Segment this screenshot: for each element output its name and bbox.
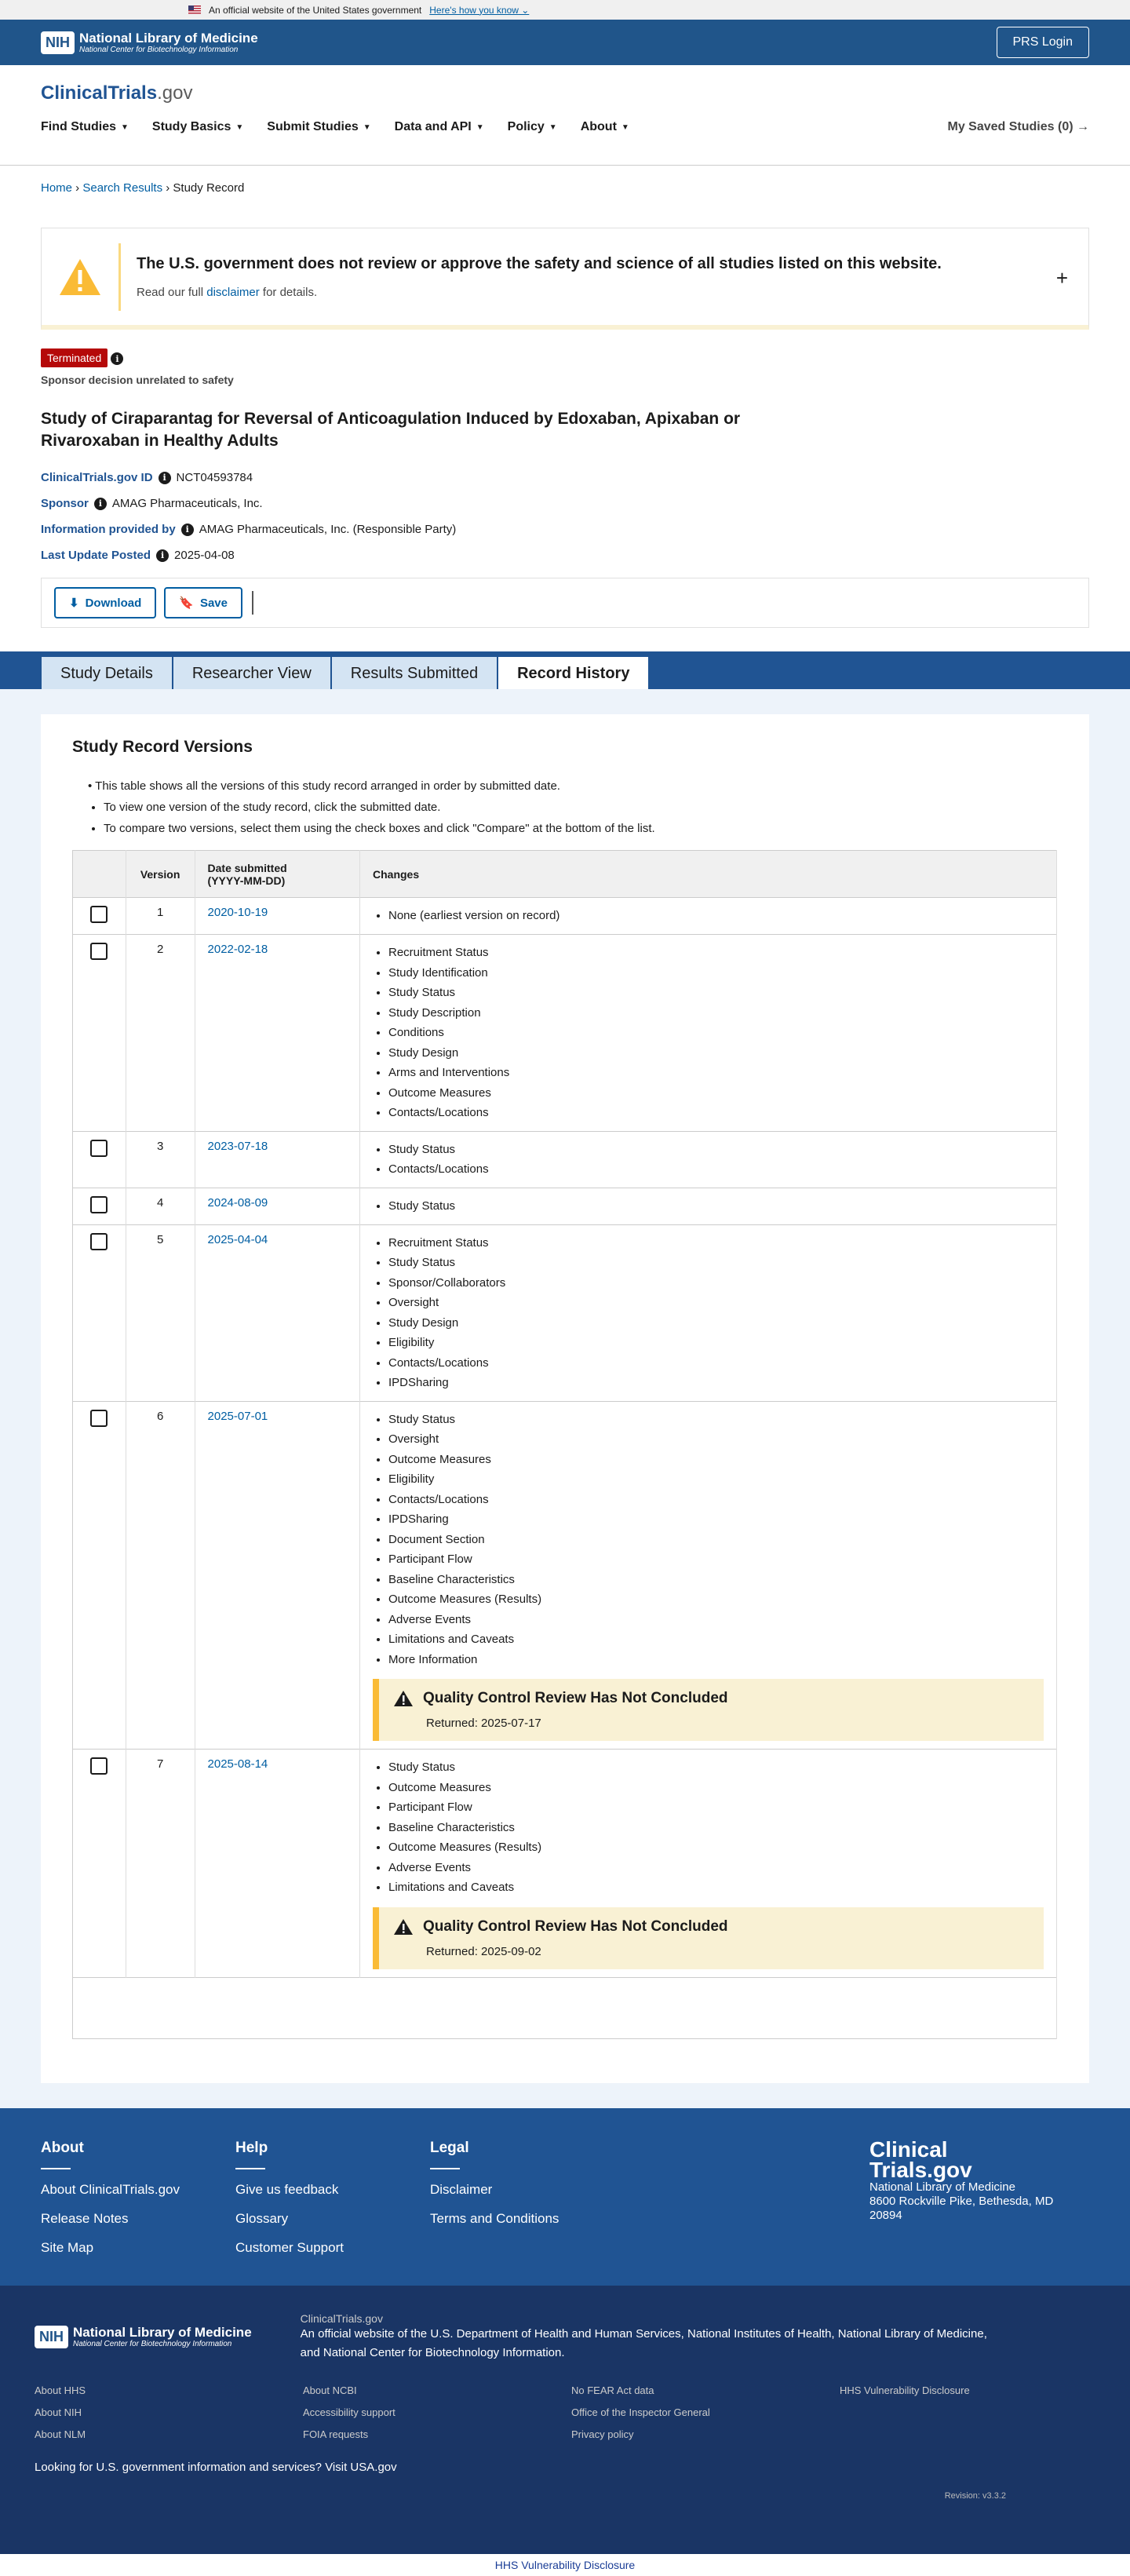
qc-notice: Quality Control Review Has Not Concluded Returned: 2025-07-17 [373, 1679, 1044, 1741]
nav-data-api[interactable]: Data and API ▼ [394, 120, 484, 133]
usa-gov-link[interactable]: Visit USA.gov [325, 2460, 397, 2474]
study-title: Study of Ciraparantag for Reversal of Anticoagulation Induced by Edoxaban, Apixaban or Rivaroxaban in Healthy Adults [41, 410, 741, 450]
tab-results-submitted[interactable]: Results Submitted [331, 656, 498, 689]
last-update-value: 2025-04-08 [174, 549, 235, 562]
nlm-footer-link[interactable]: FOIA requests [303, 2428, 369, 2440]
version-date-link[interactable]: 2024-08-09 [207, 1195, 268, 1210]
main-nav [41, 120, 1089, 134]
compare-checkbox[interactable] [90, 1757, 108, 1775]
ncbi-name: National Center for Biotechnology Information [79, 45, 239, 54]
change-item: • Sponsor/Collaborators [388, 1273, 1044, 1293]
change-item: • Outcome Measures [388, 1083, 1044, 1104]
table-row [73, 1131, 1057, 1188]
status-reason: Sponsor decision unrelated to safety [41, 374, 234, 386]
change-item: • Outcome Measures (Results) [388, 1589, 1044, 1610]
tab-record-history[interactable]: Record History [498, 656, 649, 689]
warning-icon [42, 257, 118, 297]
nlm-footer-link[interactable]: Office of the Inspector General [571, 2406, 710, 2418]
footer-help-heading: Help [235, 2139, 268, 2156]
versions-table [72, 850, 1057, 2039]
us-flag-icon [188, 5, 201, 14]
change-item: • Baseline Characteristics [388, 1570, 1044, 1590]
footer-link[interactable]: About ClinicalTrials.gov [41, 2181, 180, 2197]
footer-link[interactable]: Site Map [41, 2239, 94, 2255]
table-row [73, 1750, 1057, 1978]
nlm-footer-link[interactable] [840, 2428, 1108, 2440]
status-badge: Terminated [41, 348, 108, 367]
compare-checkbox[interactable] [90, 1233, 108, 1250]
versions-intro: This table shows all the versions of this study record arranged in order by submitted date. [95, 779, 560, 793]
nlm-footer-link[interactable]: About HHS [35, 2384, 86, 2396]
info-icon[interactable]: i [111, 352, 123, 365]
version-number: 4 [126, 1188, 195, 1224]
info-icon[interactable]: i [156, 549, 169, 562]
change-item: • Recruitment Status [388, 943, 1044, 963]
footer-link[interactable]: Disclaimer [430, 2181, 493, 2197]
last-update-label: Last Update Posted [41, 549, 151, 562]
change-item: • Arms and Interventions [388, 1063, 1044, 1083]
change-item: • Eligibility [388, 1469, 1044, 1490]
change-item: • Document Section [388, 1530, 1044, 1550]
footer-link[interactable]: Give us feedback [235, 2181, 339, 2197]
chevron-down-icon: ▼ [476, 122, 484, 132]
change-item: • Participant Flow [388, 1797, 1044, 1818]
compare-checkbox[interactable] [90, 1196, 108, 1213]
ncbi-link[interactable]: National Center for Biotechnology Information [323, 2345, 562, 2359]
sponsor-label: Sponsor [41, 497, 89, 510]
nlm-link[interactable]: National Library of Medicine [837, 2326, 984, 2341]
version-date-link[interactable]: 2025-08-14 [207, 1757, 268, 1771]
study-meta [41, 471, 1089, 562]
nlm-footer-link[interactable]: Privacy policy [571, 2428, 634, 2440]
table-row [73, 1188, 1057, 1224]
info-provided-label: Information provided by [41, 523, 176, 536]
col-changes: Changes [360, 851, 1057, 898]
change-item: • Study Status [388, 983, 1044, 1003]
change-item: • Outcome Measures (Results) [388, 1837, 1044, 1858]
change-item: • Contacts/Locations [388, 1490, 1044, 1510]
qc-notice: Quality Control Review Has Not Concluded Returned: 2025-09-02 [373, 1907, 1044, 1969]
save-button[interactable]: 🔖 Save [164, 587, 242, 618]
footer-link[interactable]: Glossary [235, 2210, 289, 2226]
nav-policy[interactable]: Policy ▼ [507, 120, 557, 133]
change-item: • More Information [388, 1650, 1044, 1670]
nlm-name: National Library of Medicine [79, 30, 258, 46]
table-row [73, 898, 1057, 935]
footer-logo: Clinical Trials.gov [869, 2136, 972, 2182]
breadcrumb-current: Study Record [173, 181, 245, 195]
nav-submit-studies[interactable]: Submit Studies ▼ [267, 120, 371, 133]
change-item: • Study Design [388, 1313, 1044, 1334]
version-number: 5 [126, 1224, 195, 1401]
table-row [73, 1401, 1057, 1750]
change-item: • Study Status [388, 1140, 1044, 1160]
change-item: • Contacts/Locations [388, 1103, 1044, 1123]
versions-card: Study Record Versions • This table shows all the versions of this study record arranged in order by submitted date. • To view one version of the study record, click the submitted date. • To compare two versions, select them using the check boxes and click "Compare" at the bottom of the list. Version Date submitted (YYYY-MM-DD) Changes 1 2020-10-19 • None (earliest version on record) 2 2022-02-18 • Recruitment Status • Study Identification • Study Status • Study Description • Conditions • Study Design • Arms and Interventions • Outcome Measures • Contacts/Locations 3 2023-07-18 • Study Status • Contacts/Locations 4 2024-08-09 • Study Status 5 2025-04-04 • Recruitment Status • Study Status • Sponsor/Collaborators • Oversight • Study Design • Eligibility • Contacts/Locations • IPDSharing 6 2025-07-01 • Study Status • Oversight • Outcome Measures • Eligibility • Contacts/Locations • IPDSharing • Document Section • Participant Flow • Baseline Characteristics • Outcome Measures (Results) • Adverse Events • Limitations and Caveats • More Information Quality Control Review Has Not Concluded Returned: 2025-07-17 7 2025-08-14 • Study Status • Outcome Measures • Participant Flow • Baseline Characteristics • Outcome Measures (Results) • Adverse Events • Limitations and Caveats Quality Control Review Has Not Concluded Returned: 2025-09-02 [41, 714, 1089, 2083]
compare-checkbox[interactable] [90, 943, 108, 960]
heres-how-link[interactable]: Here's how you know ⌄ [429, 4, 530, 16]
compare-checkbox[interactable] [90, 906, 108, 923]
gov-banner [0, 0, 1130, 20]
download-button[interactable]: ⬇ Download [54, 587, 156, 618]
tab-researcher-view[interactable]: Researcher View [173, 656, 331, 689]
compare-checkbox[interactable] [90, 1140, 108, 1157]
chevron-down-icon: ▼ [549, 122, 557, 132]
change-item: • Study Status [388, 1410, 1044, 1430]
version-date-link[interactable]: 2022-02-18 [207, 943, 268, 956]
nlm-footer-logo[interactable]: NIH National Library of Medicine National Center for Biotechnology Information [35, 2312, 252, 2363]
versions-bullet: • To view one version of the study record, click the submitted date. [104, 797, 1058, 818]
footer-address: 8600 Rockville Pike, Bethesda, MD 20894 [869, 2194, 1054, 2222]
nav-find-studies[interactable]: Find Studies ▼ [41, 120, 129, 133]
sponsor-value: AMAG Pharmaceuticals, Inc. [111, 497, 263, 510]
col-date: Date submitted (YYYY-MM-DD) [195, 851, 359, 898]
nav-study-basics[interactable]: Study Basics ▼ [151, 120, 244, 133]
warning-icon [393, 1690, 414, 1707]
id-label: ClinicalTrials.gov ID [41, 471, 153, 484]
warning-icon [393, 1918, 414, 1936]
nlm-footer-link[interactable]: About NLM [35, 2428, 86, 2440]
change-item: • None (earliest version on record) [388, 906, 1044, 926]
version-date-link[interactable]: 2020-10-19 [207, 906, 268, 919]
nlm-footer-link[interactable]: About NCBI [303, 2384, 357, 2396]
nlm-footer [0, 2286, 1130, 2554]
version-date-link[interactable]: 2025-04-04 [207, 1232, 268, 1246]
nlm-links [35, 2384, 1095, 2440]
breadcrumb: Home › Search Results › Study Record [41, 181, 245, 195]
nlm-footer-link[interactable]: Accessibility support [303, 2406, 396, 2418]
change-item: • Contacts/Locations [388, 1159, 1044, 1180]
nlm-small-label: ClinicalTrials.gov [300, 2311, 383, 2325]
version-date-link[interactable]: 2025-07-01 [207, 1409, 268, 1423]
nlm-footer-link[interactable] [840, 2406, 1108, 2418]
footer-org: National Library of Medicine [869, 2180, 1015, 2194]
site-footer [0, 2108, 1130, 2286]
download-icon: ⬇ [69, 597, 79, 610]
change-item: • Study Status [388, 1196, 1044, 1217]
study-tabs [0, 651, 1130, 689]
footer-about-heading: About [41, 2139, 84, 2156]
table-row [73, 1224, 1057, 1401]
version-number: 7 [126, 1750, 195, 1978]
change-item: • Oversight [388, 1293, 1044, 1313]
nlm-footer-link[interactable]: No FEAR Act data [571, 2384, 654, 2396]
nlm-official-text: An official website of the U.S. Department of Health and Human Services, National Institutes of Health, National Library of Medicine, and National Center for Biotechnology Information. [300, 2326, 987, 2359]
chevron-down-icon: ▼ [621, 122, 629, 132]
alert-title: The U.S. government does not review or approve the safety and science of all studies listed on this website. [137, 254, 942, 272]
info-icon[interactable]: i [181, 524, 194, 536]
bookmark-icon: 🔖 [179, 597, 194, 610]
compare-checkbox[interactable] [90, 1410, 108, 1427]
change-item: • Study Description [388, 1003, 1044, 1023]
ctgov-logo[interactable]: ClinicalTrials.gov [41, 82, 193, 104]
breadcrumb-search-results[interactable]: Search Results [82, 181, 163, 195]
site-header [0, 65, 1130, 166]
version-number: 6 [126, 1401, 195, 1750]
change-item: • Limitations and Caveats [388, 1877, 1044, 1898]
nih-icon: NIH [41, 31, 75, 54]
expand-icon[interactable]: + [1055, 266, 1068, 290]
breadcrumb-home[interactable]: Home [41, 181, 73, 195]
change-item: • Adverse Events [388, 1610, 1044, 1630]
change-item: • Study Status [388, 1253, 1044, 1273]
disclaimer-alert [41, 228, 1089, 330]
nlm-logo[interactable] [41, 31, 258, 54]
change-item: • Study Identification [388, 963, 1044, 983]
version-number: 3 [126, 1131, 195, 1188]
change-item: • Adverse Events [388, 1858, 1044, 1878]
footer-link[interactable]: Release Notes [41, 2210, 129, 2226]
nlm-footer-link[interactable]: About NIH [35, 2406, 82, 2418]
info-provided-value: AMAG Pharmaceuticals, Inc. (Responsible Party) [199, 523, 457, 536]
change-item: • Conditions [388, 1023, 1044, 1043]
prs-login-button[interactable]: PRS Login [997, 27, 1090, 58]
hhs-vuln-link[interactable]: HHS Vulnerability Disclosure [494, 2558, 636, 2571]
change-item: • Contacts/Locations [388, 1353, 1044, 1374]
version-date-link[interactable]: 2023-07-18 [207, 1139, 268, 1153]
change-item: • IPDSharing [388, 1509, 1044, 1530]
hhs-link[interactable]: U.S. Department of Health and Human Services [430, 2326, 681, 2341]
change-item: • IPDSharing [388, 1373, 1044, 1393]
change-item: • Recruitment Status [388, 1233, 1044, 1253]
col-version: Version [126, 851, 195, 898]
usa-gov-line: Looking for U.S. government information and services? Visit USA.gov [35, 2460, 397, 2474]
versions-heading: Study Record Versions [72, 738, 253, 756]
alert-text: Read our full disclaimer for details. [137, 285, 318, 299]
footer-ctgov-info [869, 2136, 1089, 2286]
tab-study-details[interactable]: Study Details [41, 656, 173, 689]
nih-link[interactable]: National Institutes of Health [687, 2326, 832, 2341]
change-item: • Eligibility [388, 1333, 1044, 1353]
study-toolbar [41, 578, 1089, 628]
change-item: • Participant Flow [388, 1549, 1044, 1570]
change-item: • Oversight [388, 1429, 1044, 1450]
footer-link[interactable]: Customer Support [235, 2239, 344, 2255]
nih-header [0, 20, 1130, 65]
saved-studies-link[interactable]: My Saved Studies (0) → [947, 120, 1089, 133]
versions-bullet: • To compare two versions, select them using the check boxes and click "Compare" at the bottom of the list. [104, 818, 1058, 839]
change-item: • Outcome Measures [388, 1450, 1044, 1470]
version-number: 1 [126, 898, 195, 935]
gov-banner-text: An official website of the United States government [209, 4, 422, 16]
chevron-down-icon: ▼ [121, 122, 129, 132]
change-item: • Limitations and Caveats [388, 1629, 1044, 1650]
version-number: 2 [126, 935, 195, 1132]
table-row [73, 935, 1057, 1132]
nav-about[interactable]: About ▼ [580, 120, 629, 133]
change-item: • Outcome Measures [388, 1778, 1044, 1798]
footer-legal-heading: Legal [430, 2139, 469, 2156]
change-item: • Study Design [388, 1043, 1044, 1064]
info-icon[interactable]: i [94, 498, 107, 510]
change-item: • Baseline Characteristics [388, 1818, 1044, 1838]
change-item: • Study Status [388, 1757, 1044, 1778]
chevron-down-icon: ▼ [363, 122, 371, 132]
revision: Revision: v3.3.2 [944, 2490, 1006, 2501]
disclaimer-link[interactable]: disclaimer [206, 285, 260, 299]
nlm-footer-link[interactable]: HHS Vulnerability Disclosure [840, 2384, 970, 2396]
nct-id: NCT04593784 [176, 471, 253, 484]
nih-icon: NIH [35, 2326, 68, 2348]
footer-link[interactable]: Terms and Conditions [430, 2210, 560, 2226]
chevron-down-icon: ▼ [235, 122, 244, 132]
info-icon[interactable]: i [159, 472, 171, 484]
